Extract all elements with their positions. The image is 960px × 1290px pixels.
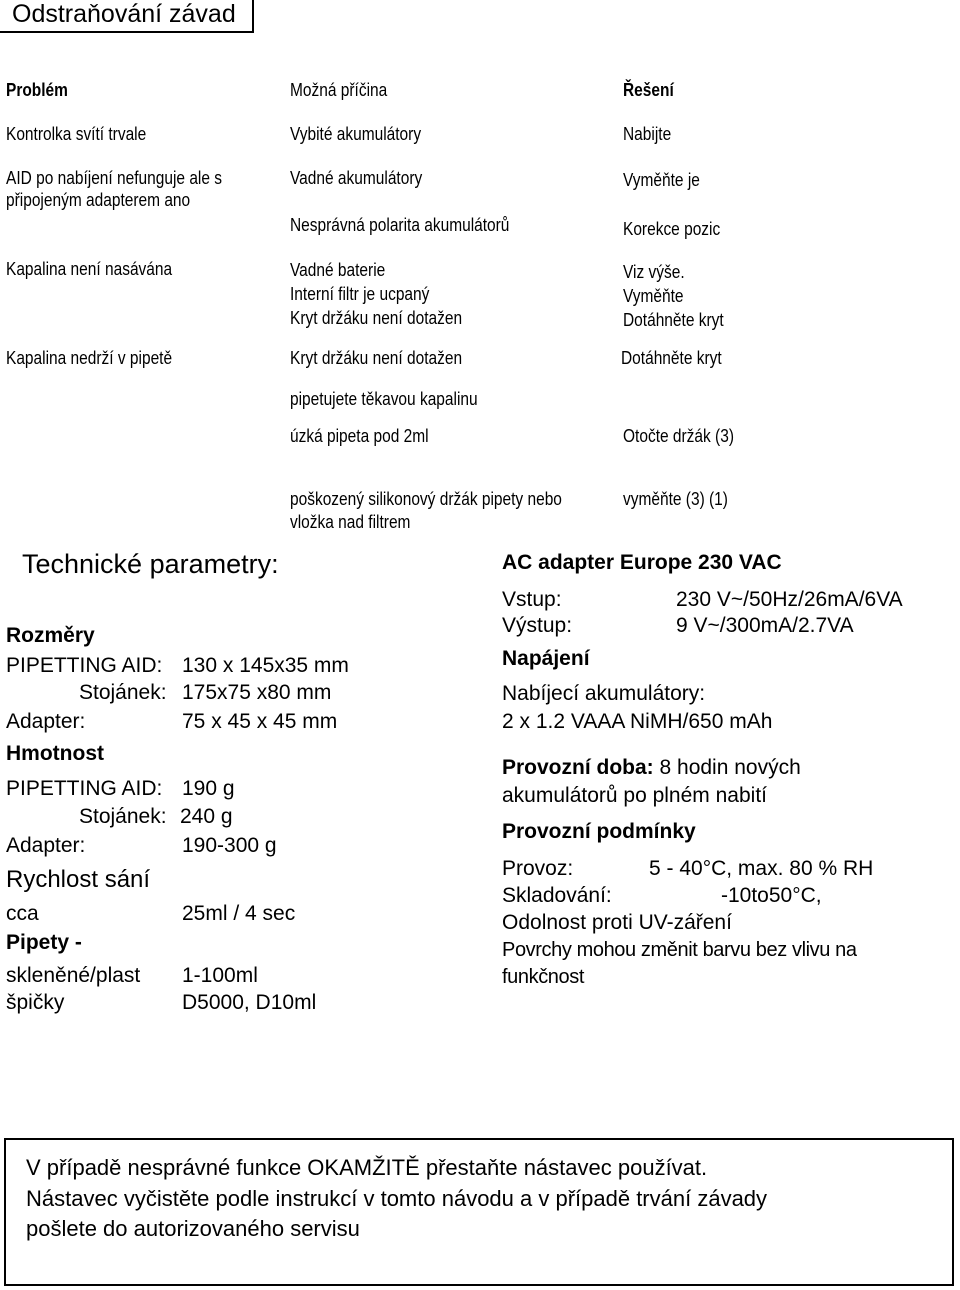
dimension-label: Stojánek: (79, 681, 167, 704)
dimensions-heading: Rozměry (6, 624, 95, 647)
table-cell-problem: AID po nabíjení nefunguje ale s připojeným adapterem ano (6, 168, 223, 210)
table-cell-problem: Kapalina nedrží v pipetě (6, 348, 173, 368)
table-cell-cause: úzká pipeta pod 2ml (290, 426, 429, 446)
storage-value: -10to50°C, (721, 884, 822, 907)
warning-line: Nástavec vyčistěte podle instrukcí v tomto návodu a v případě trvání závady (26, 1186, 768, 1211)
output-value: 9 V~/300mA/2.7VA (676, 614, 854, 637)
dimension-value: 175x75 x80 mm (182, 681, 332, 704)
batteries-value: 2 x 1.2 VAAA NiMH/650 mAh (502, 710, 773, 733)
adapter-heading: AC adapter Europe 230 VAC (502, 551, 782, 574)
table-cell-cause: pipetujete těkavou kapalinu (290, 389, 478, 409)
weight-value: 240 g (180, 805, 233, 828)
runtime-line (502, 754, 801, 781)
weight-label: Adapter: (6, 834, 86, 857)
weight-label: PIPETTING AID: (6, 777, 163, 800)
weight-heading: Hmotnost (6, 742, 104, 765)
pipettes-label: skleněné/plast (6, 964, 141, 987)
header-cause: Možná příčina (290, 80, 388, 100)
conditions-heading: Provozní podmínky (502, 820, 696, 843)
speed-value: 25ml / 4 sec (182, 902, 296, 925)
table-cell-cause: Vybité akumulátory (290, 124, 422, 144)
table-cell-solution: Nabijte (623, 124, 672, 144)
warning-line: pošlete do autorizovaného servisu (26, 1216, 360, 1241)
table-cell-cause: Kryt držáku není dotažen (290, 348, 463, 368)
storage-label: Skladování: (502, 884, 612, 907)
weight-value: 190-300 g (182, 834, 277, 857)
tech-heading: Technické parametry: (22, 549, 279, 579)
table-cell-cause: Vadné baterie Interní filtr je ucpaný Kryt držáku není dotažen (290, 260, 463, 328)
power-heading: Napájení (502, 647, 590, 670)
uv-resistance: Odolnost proti UV-záření (502, 911, 732, 934)
page-title: Odstraňování závad (12, 0, 236, 28)
batteries-label: Nabíjecí akumulátory: (502, 682, 706, 705)
header-solution: Řešení (623, 80, 674, 100)
input-label: Vstup: (502, 588, 562, 611)
runtime-value-2: akumulátorů po plném nabití (502, 784, 767, 807)
table-cell-solution: vyměňte (3) (1) (623, 489, 728, 509)
pipettes-value: 1-100ml (182, 964, 258, 987)
warning-box (4, 1138, 954, 1286)
speed-heading: Rychlost sání (6, 866, 151, 893)
input-value: 230 V~/50Hz/26mA/6VA (676, 588, 903, 611)
warning-line: V případě nesprávné funkce OKAMŽITĚ přestaňte nástavec používat. (26, 1155, 708, 1180)
runtime-label: Provozní doba: (502, 756, 654, 779)
table-cell-solution: Korekce pozic (623, 219, 721, 239)
pipettes-value: D5000, D10ml (182, 991, 317, 1014)
dimension-label: PIPETTING AID: (6, 654, 163, 677)
speed-label: cca (6, 902, 39, 925)
surface-note-2: funkčnost (502, 966, 585, 988)
table-cell-solution: Otočte držák (3) (623, 426, 734, 446)
pipettes-label: špičky (6, 991, 65, 1014)
dimension-value: 130 x 145x35 mm (182, 654, 349, 677)
table-cell-solution: Vyměňte je (623, 170, 700, 190)
runtime-value: 8 hodin nových (653, 756, 801, 779)
operation-value: 5 - 40°C, max. 80 % RH (649, 857, 874, 880)
surface-note: Povrchy mohou změnit barvu bez vlivu na (502, 939, 857, 961)
weight-value: 190 g (182, 777, 235, 800)
dimension-label: Adapter: (6, 710, 86, 733)
table-cell-cause: Vadné akumulátory (290, 168, 423, 188)
table-cell-problem: Kontrolka svítí trvale (6, 124, 147, 144)
pipettes-heading: Pipety - (6, 931, 82, 954)
table-cell-solution: Dotáhněte kryt (621, 348, 722, 368)
table-cell-cause: Nesprávná polarita akumulátorů (290, 215, 510, 235)
dimension-value: 75 x 45 x 45 mm (182, 710, 338, 733)
weight-label: Stojánek: (79, 805, 167, 828)
page-title-box (0, 0, 254, 33)
header-problem: Problém (6, 80, 68, 100)
table-cell-cause: poškozený silikonový držák pipety nebo vložka nad filtrem (290, 489, 562, 532)
table-cell-problem: Kapalina není nasávána (6, 259, 173, 279)
table-cell-solution: Viz výše. Vyměňte Dotáhněte kryt (623, 262, 724, 330)
operation-label: Provoz: (502, 857, 574, 880)
output-label: Výstup: (502, 614, 573, 637)
